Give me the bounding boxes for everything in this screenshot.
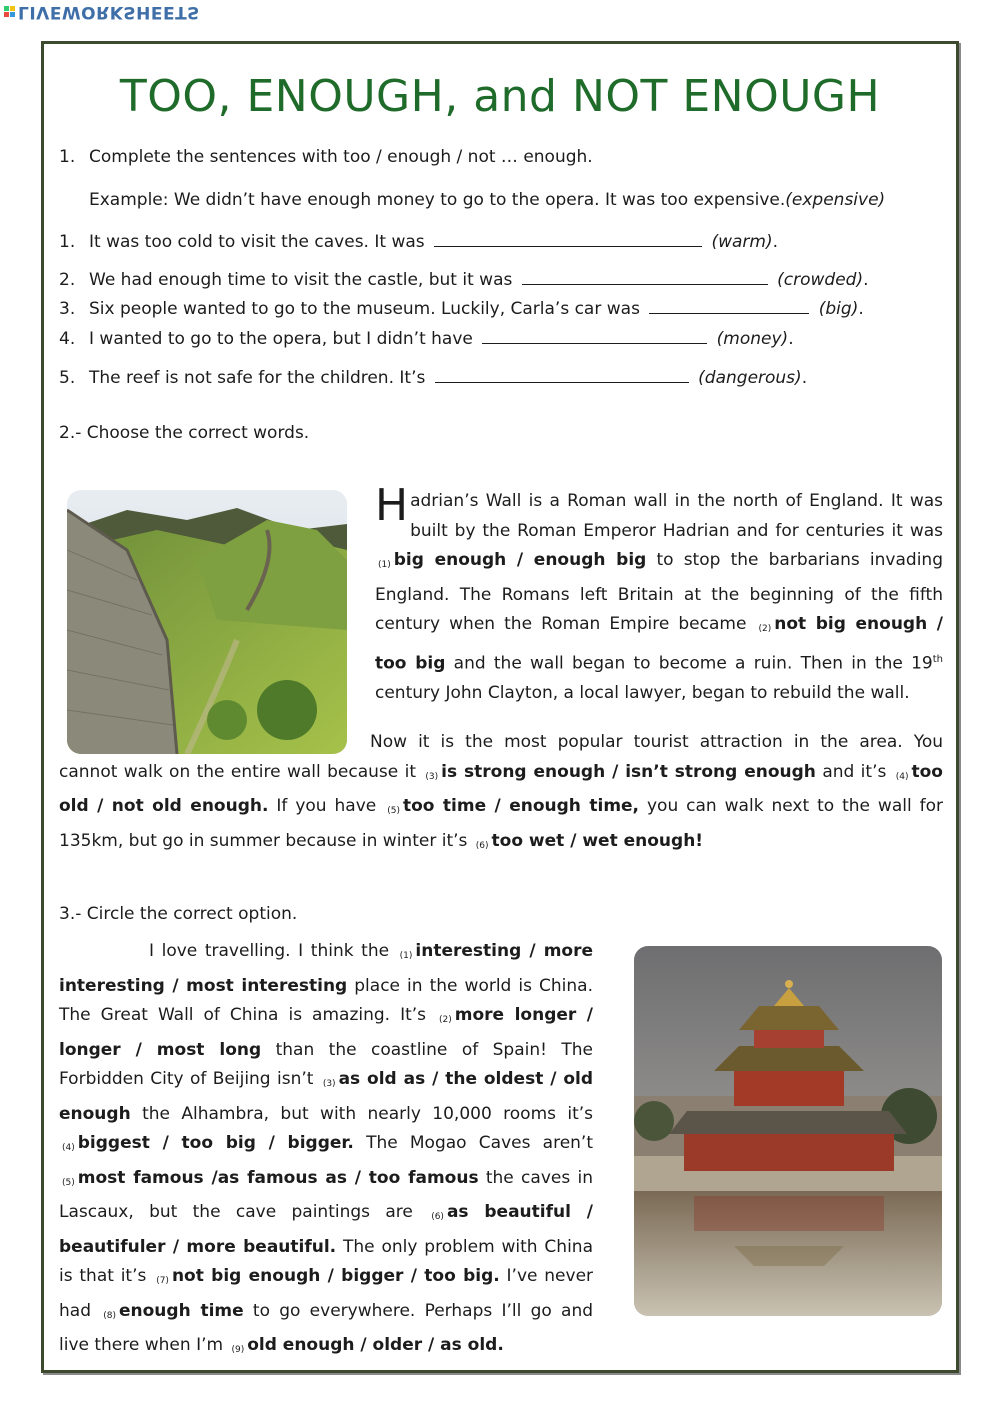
ex3-heading: 3.- Circle the correct option.	[59, 904, 298, 924]
ex1-item-1: 1. It was too cold to visit the caves. It was (warm).	[59, 232, 778, 252]
forbidden-city-photo	[634, 946, 942, 1316]
ex2-text-bottom: Now it is the most popular tourist attraction in the area. You cannot walk on the entire wall because it $_{(3)}$ is strong enough / isn’t strong enough and it’s $_{(4)}$ too old / not old enough. If you have $_{(5)}$ too time / enough time, you can walk next to the wall for 135km, but go in summer because in winter it’s $_{(6)}$ too wet / wet enough!	[59, 732, 944, 851]
answer-blank-5[interactable]	[435, 368, 689, 383]
forbidden-city-image	[634, 946, 942, 1316]
answer-blank-4[interactable]	[482, 329, 707, 344]
ex1-item-4: 4. I wanted to go to the opera, but I didn’t have (money).	[59, 329, 794, 349]
choice-3[interactable]: is strong enough / isn’t strong enough	[441, 761, 816, 782]
choice-2[interactable]: not big enough / too big	[375, 614, 943, 674]
option-2[interactable]: more longer / longer / most long	[59, 1005, 594, 1060]
option-3[interactable]: as old as / the oldest / old enough	[59, 1069, 594, 1124]
logo-icon	[4, 7, 15, 18]
option-6[interactable]: as beautiful / beautifuler / more beautiful.	[59, 1202, 593, 1257]
option-9[interactable]: old enough / older / as old.	[247, 1335, 504, 1355]
choice-6[interactable]: too wet / wet enough!	[491, 830, 704, 851]
choice-1[interactable]: big enough / enough big	[393, 550, 647, 570]
ex1-example: Example: We didn’t have enough money to go to the opera. It was too expensive.(expensive)	[89, 190, 886, 210]
page-title: TOO, ENOUGH, and NOT ENOUGH	[119, 71, 881, 122]
ex3-text: I love travelling. I think the $_{(1)}$ interesting / more interesting / most interesting place in the world is China. The Great Wall of China is amazing. It’s $_{(2)}$ more longer / longer / most long than the coastline of Spain! The Forbidden City of Beijing isn’t $_{(3)}$ as old as / the oldest / old enough the Alhambra, but with nearly 10,000 rooms it’s $_{(4)}$ biggest / too big / bigger. The Mogao Caves aren’t $_{(5)}$ most famous /as famous as / too famous the caves in Lascaux, but the cave paintings are $_{(6)}$ as beautiful / beautifuler / more beautiful. The only problem with China is that it’s $_{(7)}$ not big enough / bigger / too big. I’ve never had $_{(8)}$ enough time to go everywhere. Perhaps I’ll go and live there when I’m $_{(9)}$ old enough / older / as old.	[59, 941, 594, 1355]
option-8[interactable]: enough time	[119, 1300, 244, 1321]
ex1-item-5: 5. The reef is not safe for the children. It’s (dangerous).	[59, 368, 808, 388]
answer-blank-1[interactable]	[434, 232, 702, 247]
option-4[interactable]: biggest / too big / bigger.	[77, 1133, 354, 1153]
ex2-text-top: Hadrian’s Wall is a Roman wall in the north of England. It was built by the Roman Emperor Hadrian and for centuries it was $_{(1)}$ big enough / enough big to stop the barbarians invading England. The Romans left Britain at the beginning of the fifth century when the Roman Empire became $_{(2)}$ not big enough / too big and the wall began to become a ruin. Then in the 19th century John Clayton, a local lawyer, began to rebuild the wall.	[375, 480, 943, 703]
answer-blank-2[interactable]	[522, 270, 768, 285]
choice-5[interactable]: too time / enough time,	[402, 796, 640, 816]
option-7[interactable]: not big enough / bigger / too big.	[171, 1266, 500, 1286]
hadrians-wall-photo	[67, 490, 347, 754]
answer-blank-3[interactable]	[649, 299, 809, 314]
option-5[interactable]: most famous /as famous as / too famous	[77, 1167, 479, 1188]
choice-4[interactable]: too old / not old enough.	[59, 761, 943, 816]
logo-text: LIVEWORKSHEETS	[18, 2, 200, 22]
ex1-item-2: 2. We had enough time to visit the castle, but it was (crowded).	[59, 270, 869, 290]
hadrians-wall-image	[67, 490, 347, 754]
option-1[interactable]: interesting / more interesting / most interesting	[59, 941, 594, 996]
ex1-item-3: 3. Six people wanted to go to the museum. Luckily, Carla’s car was (big).	[59, 299, 864, 319]
liveworksheets-logo	[4, 2, 200, 22]
ex1-instruction: 1. Complete the sentences with too / enough / not … enough.	[59, 147, 593, 167]
ex2-heading: 2.- Choose the correct words.	[59, 423, 310, 443]
